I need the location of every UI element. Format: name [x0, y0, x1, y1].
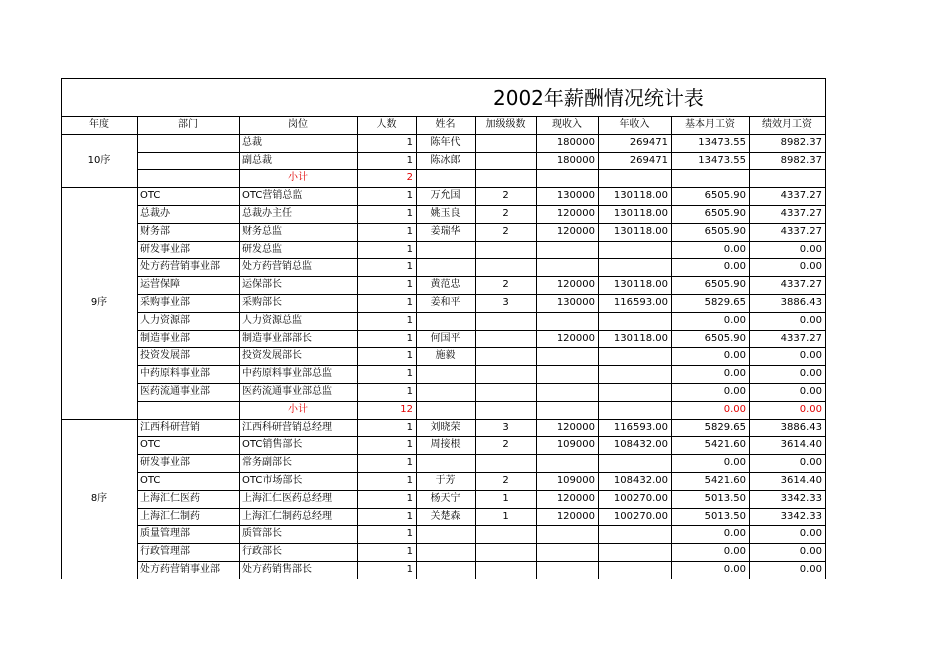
row-border — [137, 401, 826, 402]
perf-salary-cell: 0.00 — [799, 261, 822, 272]
current-income-cell — [536, 169, 598, 187]
annual-income-cell — [598, 543, 671, 561]
grade-cell — [475, 134, 536, 152]
annual-income-cell: 100270.00 — [613, 493, 668, 504]
column-border — [749, 116, 750, 579]
name-cell: 刘晓荣 — [430, 421, 461, 433]
count-cell: 1 — [406, 332, 413, 344]
base-salary-cell: 5421.60 — [704, 475, 746, 486]
dept-cell: 处方药营销事业部 — [140, 261, 220, 272]
sheet-title: 2002年薪酬情况统计表 — [493, 86, 704, 110]
count-cell: 1 — [406, 493, 413, 504]
annual-income-cell — [598, 365, 671, 383]
column-header-count: 人数 — [376, 119, 397, 130]
base-salary-cell: 0.00 — [723, 368, 746, 379]
base-salary-cell: 6505.90 — [704, 226, 746, 237]
base-salary-cell: 5013.50 — [704, 510, 746, 522]
annual-income-cell: 116593.00 — [613, 421, 668, 433]
grade-cell — [475, 347, 536, 365]
column-border — [137, 116, 138, 579]
base-salary-cell: 0.00 — [723, 386, 746, 397]
dept-cell: 处方药营销事业部 — [140, 564, 220, 575]
grade-cell: 2 — [502, 208, 509, 219]
dept-cell: 总裁办 — [140, 208, 170, 219]
grade-cell — [475, 383, 536, 401]
current-income-cell — [536, 543, 598, 561]
count-cell: 1 — [406, 315, 413, 326]
dept-cell: OTC — [140, 439, 161, 450]
name-cell: 何国平 — [430, 332, 461, 344]
row-border — [137, 223, 826, 224]
annual-income-cell: 100270.00 — [613, 510, 668, 522]
subtotal-count: 2 — [406, 172, 413, 183]
annual-income-cell — [598, 561, 671, 579]
base-salary-cell: 5013.50 — [704, 493, 746, 504]
row-border — [137, 490, 826, 491]
grade-cell: 2 — [502, 439, 509, 450]
count-cell: 1 — [406, 528, 413, 539]
current-income-cell — [536, 401, 598, 419]
row-border — [137, 561, 826, 562]
position-cell: 中药原料事业部总监 — [242, 368, 332, 379]
name-cell — [416, 525, 475, 543]
perf-salary-cell: 3342.33 — [780, 510, 822, 522]
dept-cell: 制造事业部 — [140, 332, 190, 344]
column-border — [357, 116, 358, 579]
grade-cell — [475, 169, 536, 187]
column-border — [598, 116, 599, 579]
perf-salary-cell: 3342.33 — [780, 493, 822, 504]
dept-cell: OTC — [140, 190, 161, 201]
column-border — [671, 116, 672, 579]
column-border — [61, 78, 62, 579]
base-salary-cell: 0.00 — [723, 350, 746, 361]
row-border — [137, 276, 826, 277]
count-cell: 1 — [406, 457, 413, 468]
perf-salary-cell: 0.00 — [799, 368, 822, 379]
grade-cell: 3 — [502, 421, 509, 433]
grade-cell — [475, 365, 536, 383]
dept-cell: 医药流通事业部 — [140, 386, 210, 397]
position-cell: 江西科研营销总经理 — [242, 421, 332, 433]
position-cell: 运保部长 — [242, 279, 282, 290]
annual-income-cell: 130118.00 — [613, 226, 668, 237]
current-income-cell: 120000 — [556, 332, 595, 344]
name-cell: 姜瑞华 — [430, 226, 461, 237]
row-border — [137, 152, 826, 153]
current-income-cell: 120000 — [556, 208, 595, 219]
base-salary-cell: 0.00 — [723, 546, 746, 557]
grade-cell — [475, 152, 536, 169]
base-salary-cell: 6505.90 — [704, 279, 746, 290]
grade-cell: 2 — [502, 226, 509, 237]
header-top-border — [61, 116, 826, 117]
title-top-border — [61, 78, 825, 79]
grade-cell — [475, 330, 536, 347]
annual-income-cell — [598, 401, 671, 419]
subtotal-count: 12 — [400, 404, 413, 415]
position-cell: 总裁 — [242, 137, 262, 148]
annual-income-cell: 269471 — [629, 154, 668, 166]
count-cell: 1 — [406, 546, 413, 557]
perf-salary-cell: 0.00 — [799, 457, 822, 468]
position-cell: 医药流通事业部总监 — [242, 386, 332, 397]
grade-cell: 2 — [502, 279, 509, 290]
column-header-name: 姓名 — [435, 119, 456, 130]
base-salary-cell: 6505.90 — [704, 332, 746, 344]
position-cell: 采购部长 — [242, 297, 282, 308]
name-cell — [416, 383, 475, 401]
grade-cell — [475, 561, 536, 579]
column-header-year: 年度 — [89, 119, 109, 130]
group-border — [61, 187, 826, 188]
current-income-cell — [536, 454, 598, 472]
current-income-cell: 180000 — [556, 137, 595, 148]
count-cell: 1 — [406, 564, 413, 575]
position-cell: 质管部长 — [242, 528, 282, 539]
current-income-cell: 130000 — [556, 297, 595, 308]
column-header-dept: 部门 — [178, 119, 198, 130]
perf-salary-cell: 8982.37 — [780, 137, 822, 148]
base-salary-cell: 5829.65 — [704, 297, 746, 308]
column-border — [825, 78, 826, 579]
current-income-cell — [536, 365, 598, 383]
annual-income-cell — [598, 258, 671, 276]
annual-income-cell — [598, 169, 671, 187]
count-cell: 1 — [406, 386, 413, 397]
dept-cell — [137, 152, 239, 169]
name-cell: 周接根 — [430, 439, 461, 450]
column-header-annual-income: 年收入 — [619, 119, 650, 130]
subtotal-label: 小计 — [288, 404, 308, 415]
column-header-current-income: 现收入 — [552, 119, 582, 130]
column-border — [536, 116, 537, 579]
row-border — [137, 258, 826, 259]
current-income-cell — [536, 347, 598, 365]
count-cell: 1 — [406, 190, 413, 201]
group-border — [61, 419, 826, 420]
count-cell: 1 — [406, 243, 413, 255]
name-cell — [416, 169, 475, 187]
annual-income-cell: 130118.00 — [613, 208, 668, 219]
count-cell: 1 — [406, 137, 413, 148]
perf-salary-cell: 3614.40 — [780, 439, 822, 450]
position-cell: 总裁办主任 — [242, 208, 292, 219]
current-income-cell: 109000 — [556, 439, 595, 450]
name-cell: 关楚森 — [430, 510, 461, 522]
perf-salary-cell: 4337.27 — [780, 190, 822, 201]
row-border — [137, 330, 826, 331]
subtotal-dept-cell — [137, 169, 239, 187]
name-cell — [416, 561, 475, 579]
current-income-cell: 109000 — [556, 475, 595, 486]
current-income-cell: 120000 — [556, 226, 595, 237]
annual-income-cell — [598, 241, 671, 258]
current-income-cell — [536, 525, 598, 543]
dept-cell — [137, 134, 239, 152]
dept-cell: 投资发展部 — [140, 350, 190, 361]
header-bottom-border — [61, 134, 826, 135]
name-cell: 陈年代 — [430, 137, 461, 148]
position-cell: 上海汇仁制药总经理 — [242, 510, 332, 522]
column-border — [475, 116, 476, 579]
annual-income-cell — [598, 312, 671, 330]
position-cell: 行政部长 — [242, 546, 282, 557]
position-cell: 财务总监 — [242, 226, 282, 237]
row-border — [137, 365, 826, 366]
count-cell: 1 — [406, 510, 413, 522]
count-cell: 1 — [406, 475, 413, 486]
name-cell — [416, 401, 475, 419]
name-cell: 杨天宁 — [430, 493, 461, 504]
position-cell: 处方药销售部长 — [242, 564, 312, 575]
grade-cell — [475, 312, 536, 330]
row-border — [137, 508, 826, 509]
base-salary-cell: 0.00 — [723, 564, 746, 575]
row-border — [137, 347, 826, 348]
annual-income-cell: 269471 — [629, 137, 668, 148]
count-cell: 1 — [406, 297, 413, 308]
row-border — [137, 169, 826, 170]
grade-cell — [475, 525, 536, 543]
base-salary-cell: 0.00 — [723, 243, 746, 255]
dept-cell: 质量管理部 — [140, 528, 190, 539]
name-cell: 姚玉良 — [430, 208, 461, 219]
grade-cell: 3 — [502, 297, 509, 308]
annual-income-cell: 130118.00 — [613, 332, 668, 344]
annual-income-cell: 116593.00 — [613, 297, 668, 308]
count-cell: 1 — [406, 421, 413, 433]
annual-income-cell — [598, 454, 671, 472]
dept-cell: 人力资源部 — [140, 315, 190, 326]
count-cell: 1 — [406, 261, 413, 272]
annual-income-cell — [598, 383, 671, 401]
grade-cell: 2 — [502, 190, 509, 201]
annual-income-cell: 108432.00 — [613, 439, 668, 450]
grade-cell — [475, 543, 536, 561]
current-income-cell — [536, 561, 598, 579]
position-cell: 制造事业部部长 — [242, 332, 312, 344]
column-header-base-salary: 基本月工资 — [685, 119, 735, 130]
name-cell — [416, 312, 475, 330]
dept-cell: 上海汇仁医药 — [140, 493, 200, 504]
year-cell: 10序 — [87, 154, 111, 166]
perf-salary-cell: 0.00 — [799, 315, 822, 326]
base-salary-cell: 6505.90 — [704, 208, 746, 219]
current-income-cell — [536, 383, 598, 401]
perf-salary-cell: 4337.27 — [780, 226, 822, 237]
row-border — [137, 454, 826, 455]
row-border — [137, 383, 826, 384]
subtotal-base-salary: 0.00 — [723, 404, 746, 415]
perf-salary-cell: 3886.43 — [780, 421, 822, 433]
name-cell: 于芳 — [435, 475, 456, 486]
name-cell: 黄范忠 — [430, 279, 461, 290]
dept-cell: 上海汇仁制药 — [140, 510, 200, 522]
count-cell: 1 — [406, 226, 413, 237]
base-salary-cell: 13473.55 — [698, 137, 746, 148]
grade-cell: 2 — [502, 475, 509, 486]
position-cell: OTC销售部长 — [242, 439, 303, 450]
dept-cell: 行政管理部 — [140, 546, 190, 557]
name-cell: 陈冰郎 — [430, 154, 461, 166]
current-income-cell: 180000 — [556, 154, 595, 166]
position-cell: 人力资源总监 — [242, 315, 302, 326]
count-cell: 1 — [406, 279, 413, 290]
row-border — [137, 205, 826, 206]
annual-income-cell: 130118.00 — [613, 279, 668, 290]
current-income-cell — [536, 312, 598, 330]
row-border — [137, 312, 826, 313]
dept-cell: OTC — [140, 475, 161, 486]
row-border — [137, 525, 826, 526]
row-border — [137, 543, 826, 544]
dept-cell: 研发事业部 — [140, 457, 190, 468]
base-salary-cell: 5829.65 — [704, 421, 746, 433]
position-cell: OTC市场部长 — [242, 475, 303, 486]
grade-cell — [475, 454, 536, 472]
grade-cell — [475, 241, 536, 258]
column-header-perf-salary: 绩效月工资 — [762, 119, 812, 130]
dept-cell: 中药原料事业部 — [140, 368, 210, 379]
grade-cell: 1 — [502, 510, 509, 522]
count-cell: 1 — [406, 368, 413, 379]
column-border — [239, 116, 240, 579]
perf-salary-cell: 0.00 — [799, 386, 822, 397]
annual-income-cell: 108432.00 — [613, 475, 668, 486]
name-cell — [416, 258, 475, 276]
grade-cell — [475, 401, 536, 419]
row-border — [137, 241, 826, 242]
count-cell: 1 — [406, 154, 413, 166]
current-income-cell: 130000 — [556, 190, 595, 201]
name-cell — [416, 543, 475, 561]
position-cell: 常务副部长 — [242, 457, 292, 468]
dept-cell: 运营保障 — [140, 279, 180, 290]
perf-salary-cell: 3614.40 — [780, 475, 822, 486]
column-header-grade: 加级级数 — [485, 119, 526, 130]
row-border — [137, 294, 826, 295]
base-salary-cell: 13473.55 — [698, 154, 746, 166]
perf-salary-cell: 4337.27 — [780, 208, 822, 219]
column-header-position: 岗位 — [288, 119, 308, 130]
subtotal-dept-cell — [137, 401, 239, 419]
year-cell: 9序 — [90, 297, 108, 308]
annual-income-cell: 130118.00 — [613, 190, 668, 201]
current-income-cell: 120000 — [556, 421, 595, 433]
row-border — [137, 436, 826, 437]
dept-cell: 江西科研营销 — [140, 421, 200, 433]
base-salary-cell: 0.00 — [723, 457, 746, 468]
subtotal-perf-salary — [749, 169, 825, 187]
name-cell — [416, 241, 475, 258]
subtotal-base-salary — [671, 169, 749, 187]
count-cell: 1 — [406, 350, 413, 361]
count-cell: 1 — [406, 439, 413, 450]
count-cell: 1 — [406, 208, 413, 219]
dept-cell: 财务部 — [140, 226, 170, 237]
position-cell: 上海汇仁医药总经理 — [242, 493, 332, 504]
perf-salary-cell: 0.00 — [799, 564, 822, 575]
position-cell: OTC营销总监 — [242, 190, 303, 201]
dept-cell: 采购事业部 — [140, 297, 190, 308]
position-cell: 处方药营销总监 — [242, 261, 312, 272]
base-salary-cell: 0.00 — [723, 261, 746, 272]
current-income-cell — [536, 241, 598, 258]
base-salary-cell: 0.00 — [723, 315, 746, 326]
year-cell: 8序 — [90, 493, 108, 504]
base-salary-cell: 0.00 — [723, 528, 746, 539]
dept-cell: 研发事业部 — [140, 243, 190, 255]
perf-salary-cell: 0.00 — [799, 546, 822, 557]
position-cell: 投资发展部长 — [242, 350, 302, 361]
column-border — [416, 116, 417, 579]
subtotal-perf-salary: 0.00 — [799, 404, 822, 415]
annual-income-cell — [598, 347, 671, 365]
base-salary-cell: 5421.60 — [704, 439, 746, 450]
perf-salary-cell: 4337.27 — [780, 332, 822, 344]
subtotal-label: 小计 — [288, 172, 308, 183]
current-income-cell: 120000 — [556, 493, 595, 504]
perf-salary-cell: 8982.37 — [780, 154, 822, 166]
name-cell — [416, 365, 475, 383]
grade-cell — [475, 258, 536, 276]
row-border — [137, 472, 826, 473]
name-cell: 姜和平 — [430, 297, 461, 308]
name-cell: 施毅 — [435, 350, 456, 361]
base-salary-cell: 6505.90 — [704, 190, 746, 201]
name-cell — [416, 454, 475, 472]
current-income-cell: 120000 — [556, 510, 595, 522]
current-income-cell — [536, 258, 598, 276]
perf-salary-cell: 4337.27 — [780, 279, 822, 290]
perf-salary-cell: 0.00 — [799, 243, 822, 255]
name-cell: 万允国 — [430, 190, 461, 201]
position-cell: 研发总监 — [242, 243, 282, 255]
perf-salary-cell: 3886.43 — [780, 297, 822, 308]
annual-income-cell — [598, 525, 671, 543]
position-cell: 副总裁 — [242, 154, 272, 166]
perf-salary-cell: 0.00 — [799, 528, 822, 539]
current-income-cell: 120000 — [556, 279, 595, 290]
grade-cell: 1 — [502, 493, 509, 504]
perf-salary-cell: 0.00 — [799, 350, 822, 361]
